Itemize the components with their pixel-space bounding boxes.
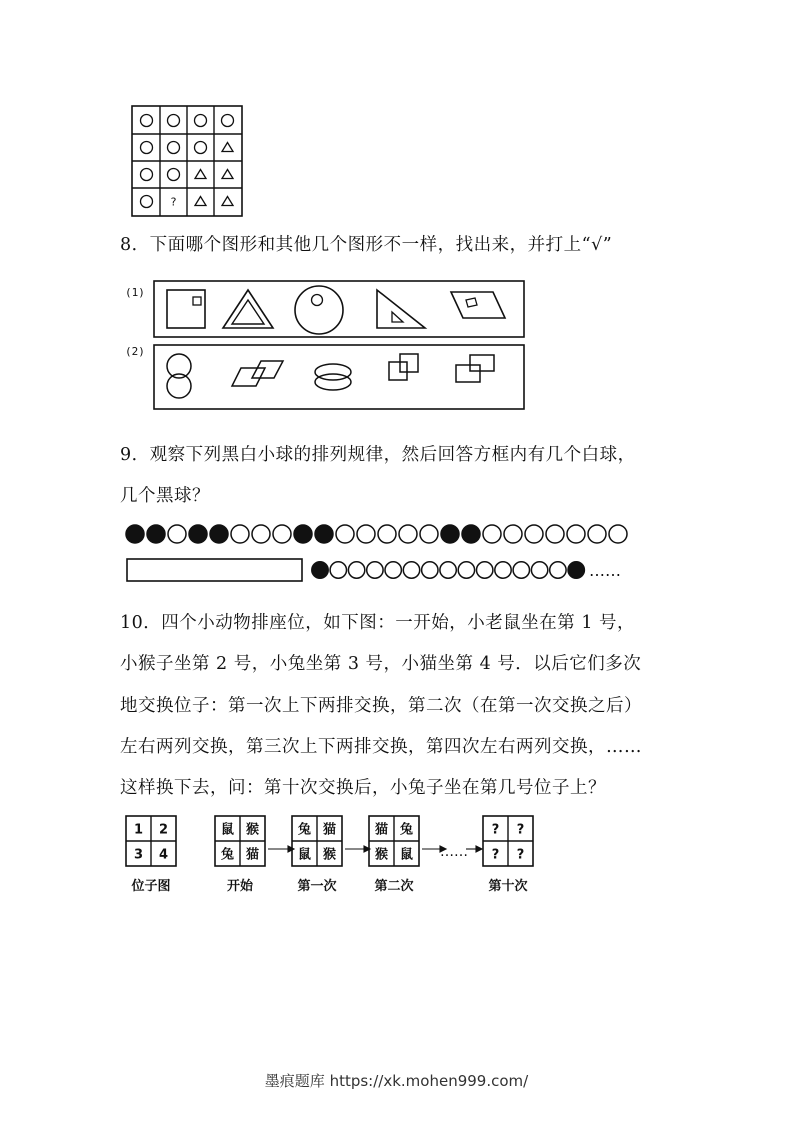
two-circles-icon: [167, 354, 191, 398]
seat-cell: ?: [516, 822, 525, 838]
triangle-icon: [222, 170, 233, 179]
black-ball: [294, 525, 312, 543]
seat-cell: 猴: [322, 847, 337, 863]
two-ellipses-icon: [315, 364, 351, 390]
q10-ellipsis: ……: [440, 844, 468, 860]
white-ball: [422, 562, 438, 578]
white-ball: [385, 562, 401, 578]
circle-icon: [141, 115, 153, 127]
seat-grid-5: [483, 816, 533, 894]
black-ball: [312, 562, 328, 578]
seat-grid-3: [292, 816, 342, 894]
white-ball: [440, 562, 456, 578]
black-ball: [315, 525, 333, 543]
seat-grid-2: [215, 816, 265, 894]
circle-icon: [195, 115, 207, 127]
white-ball: [483, 525, 501, 543]
circle-icon: [168, 169, 180, 181]
triangle-icon: [222, 143, 233, 152]
circle-icon: [168, 115, 180, 127]
triangle-in-triangle-icon: [223, 290, 273, 328]
seat-grid-1: [126, 816, 176, 894]
seat-cell: 鼠: [220, 822, 235, 838]
white-ball: [567, 525, 585, 543]
seat-cell: 鼠: [297, 847, 312, 863]
q8-row2-shapes: [153, 344, 525, 410]
seat-cell: 2: [158, 822, 169, 838]
q8-question: 8．下面哪个图形和其他几个图形不一样，找出来，并打上“√”: [120, 235, 613, 255]
white-ball: [231, 525, 249, 543]
seat-cell: ?: [491, 847, 500, 863]
q9-ball-row1: [120, 522, 650, 546]
seat-cell: 鼠: [399, 847, 414, 863]
triangle-icon: [195, 170, 206, 179]
q7-pattern-grid: [131, 105, 243, 217]
triangle-icon: [222, 197, 233, 206]
q8-row1-label: (1): [125, 286, 145, 299]
q10-line1: 10．四个小动物排座位，如下图：一开始，小老鼠坐在第 1 号，: [120, 613, 636, 633]
seat-cell: 猫: [374, 822, 389, 838]
white-ball: [609, 525, 627, 543]
white-ball: [525, 525, 543, 543]
unknown-mark: ?: [170, 195, 177, 209]
q8-row1-shapes: [153, 280, 525, 338]
white-ball: [513, 562, 529, 578]
seat-grid-caption: 位子图: [131, 879, 171, 894]
right-triangle-with-triangle-icon: [377, 290, 425, 328]
white-ball: [330, 562, 346, 578]
white-ball: [495, 562, 511, 578]
seat-cell: 猴: [245, 822, 260, 838]
seat-cell: 猴: [374, 847, 389, 863]
white-ball: [336, 525, 354, 543]
white-ball: [420, 525, 438, 543]
white-ball: [403, 562, 419, 578]
seat-cell: 3: [133, 847, 144, 863]
white-ball: [458, 562, 474, 578]
q9-question-line1: 9．观察下列黑白小球的排列规律，然后回答方框内有几个白球，: [120, 445, 636, 465]
black-ball: [441, 525, 459, 543]
black-ball: [189, 525, 207, 543]
circle-icon: [195, 142, 207, 154]
white-ball: [588, 525, 606, 543]
q9-ball-row2: [124, 558, 634, 584]
two-rectangles-icon: [456, 355, 494, 382]
q10-line2: 小猴子坐第 2 号，小兔坐第 3 号，小猫坐第 4 号．以后它们多次: [120, 654, 642, 674]
circle-with-small-circle-icon: [295, 286, 343, 334]
seat-cell: 兔: [399, 822, 414, 838]
circle-icon: [141, 142, 153, 154]
parallelogram-with-square-icon: [451, 292, 505, 318]
circle-icon: [222, 115, 234, 127]
circle-icon: [168, 142, 180, 154]
q10-line4: 左右两列交换，第三次上下两排交换，第四次左右两列交换，……: [120, 737, 642, 757]
white-ball: [550, 562, 566, 578]
footer-watermark: 墨痕题库 https://xk.mohen999.com/: [264, 1072, 529, 1090]
white-ball: [531, 562, 547, 578]
black-ball: [210, 525, 228, 543]
two-squares-icon: [389, 354, 418, 380]
seat-cell: 兔: [220, 847, 235, 863]
seat-grid-caption: 第十次: [488, 879, 528, 894]
white-ball: [477, 562, 493, 578]
circle-icon: [141, 169, 153, 181]
white-ball: [546, 525, 564, 543]
seat-grid-4: [369, 816, 419, 894]
seat-cell: ?: [491, 822, 500, 838]
seat-cell: 兔: [297, 822, 312, 838]
seat-cell: 猫: [322, 822, 337, 838]
q10-seat-diagram: [120, 810, 560, 900]
white-ball: [348, 562, 364, 578]
q8-row2-label: (2): [125, 345, 145, 358]
answer-box: [127, 559, 302, 581]
white-ball: [367, 562, 383, 578]
q9-question-line2: 几个黑球？: [120, 486, 210, 506]
white-ball: [504, 525, 522, 543]
triangle-icon: [195, 197, 206, 206]
white-ball: [399, 525, 417, 543]
q10-line5: 这样换下去，问：第十次交换后，小兔子坐在第几号位子上？: [120, 778, 606, 798]
q10-line3: 地交换位子：第一次上下两排交换，第二次（在第一次交换之后）: [120, 696, 642, 716]
circle-icon: [141, 196, 153, 208]
white-ball: [273, 525, 291, 543]
q9-ellipsis: ……: [589, 561, 621, 580]
black-ball: [126, 525, 144, 543]
seat-cell: 1: [133, 822, 144, 838]
white-ball: [168, 525, 186, 543]
seat-grid-caption: 第二次: [374, 879, 414, 894]
square-with-small-square-icon: [167, 290, 205, 328]
black-ball: [147, 525, 165, 543]
seat-cell: 猫: [245, 847, 260, 863]
white-ball: [252, 525, 270, 543]
seat-grid-caption: 第一次: [297, 879, 337, 894]
seat-cell: ?: [516, 847, 525, 863]
white-ball: [357, 525, 375, 543]
white-ball: [378, 525, 396, 543]
black-ball: [568, 562, 584, 578]
seat-grid-caption: 开始: [226, 879, 254, 894]
black-ball: [462, 525, 480, 543]
seat-cell: 4: [158, 847, 169, 863]
two-parallelograms-icon: [232, 361, 283, 386]
